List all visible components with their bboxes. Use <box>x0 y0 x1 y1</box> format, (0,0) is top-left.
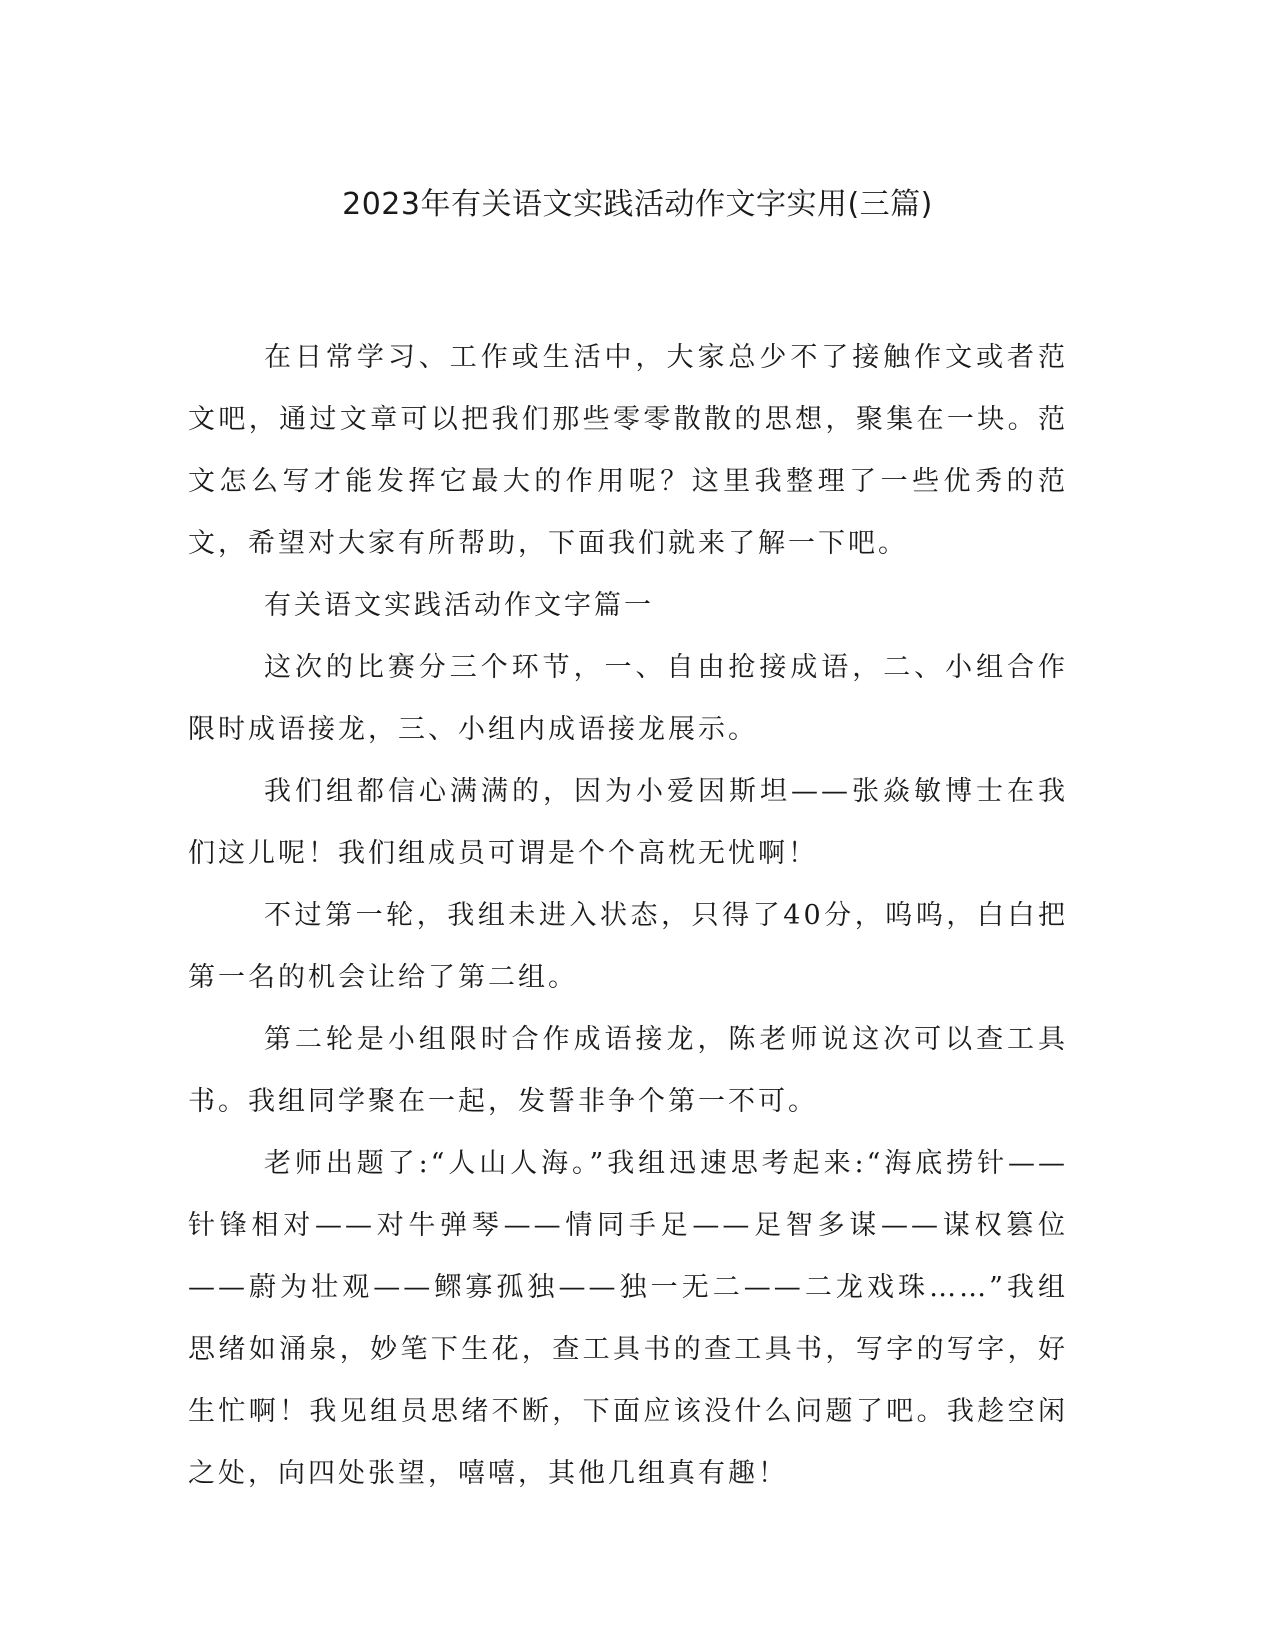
body-paragraph: 我们组都信心满满的，因为小爱因斯坦——张焱敏博士在我们这儿呢！我们组成员可谓是个个高枕无忧啊！ <box>188 776 1068 869</box>
document-body <box>188 327 1068 1505</box>
body-paragraph: 这次的比赛分三个环节，一、自由抢接成语，二、小组合作限时成语接龙，三、小组内成语接龙展示。 <box>188 652 1068 745</box>
body-paragraph: 第二轮是小组限时合作成语接龙，陈老师说这次可以查工具书。我组同学聚在一起，发誓非争个第一不可。 <box>188 1024 1068 1117</box>
section-heading: 有关语文实践活动作文字篇一 <box>264 590 654 621</box>
document-title: 2023年有关语文实践活动作文字实用(三篇) <box>342 187 933 222</box>
body-paragraph: 不过第一轮，我组未进入状态，只得了40分，呜呜，白白把第一名的机会让给了第二组。 <box>188 900 1068 993</box>
intro-paragraph: 在日常学习、工作或生活中，大家总少不了接触作文或者范文吧，通过文章可以把我们那些零零散散的思想，聚集在一块。范文怎么写才能发挥它最大的作用呢？这里我整理了一些优秀的范文，希望对大家有所帮助，下面我们就来了解一下吧。 <box>188 342 1068 559</box>
body-paragraph: 老师出题了:“人山人海。”我组迅速思考起来:“海底捞针——针锋相对——对牛弹琴——情同手足——足智多谋——谋权篡位——蔚为壮观——鳏寡孤独——独一无二——二龙戏珠……”我组思绪如涌泉，妙笔下生花，查工具书的查工具书，写字的写字，好生忙啊！我见组员思绪不断，下面应该没什么问题了吧。我趁空闲之处，向四处张望，嘻嘻，其他几组真有趣！ <box>188 1148 1068 1489</box>
